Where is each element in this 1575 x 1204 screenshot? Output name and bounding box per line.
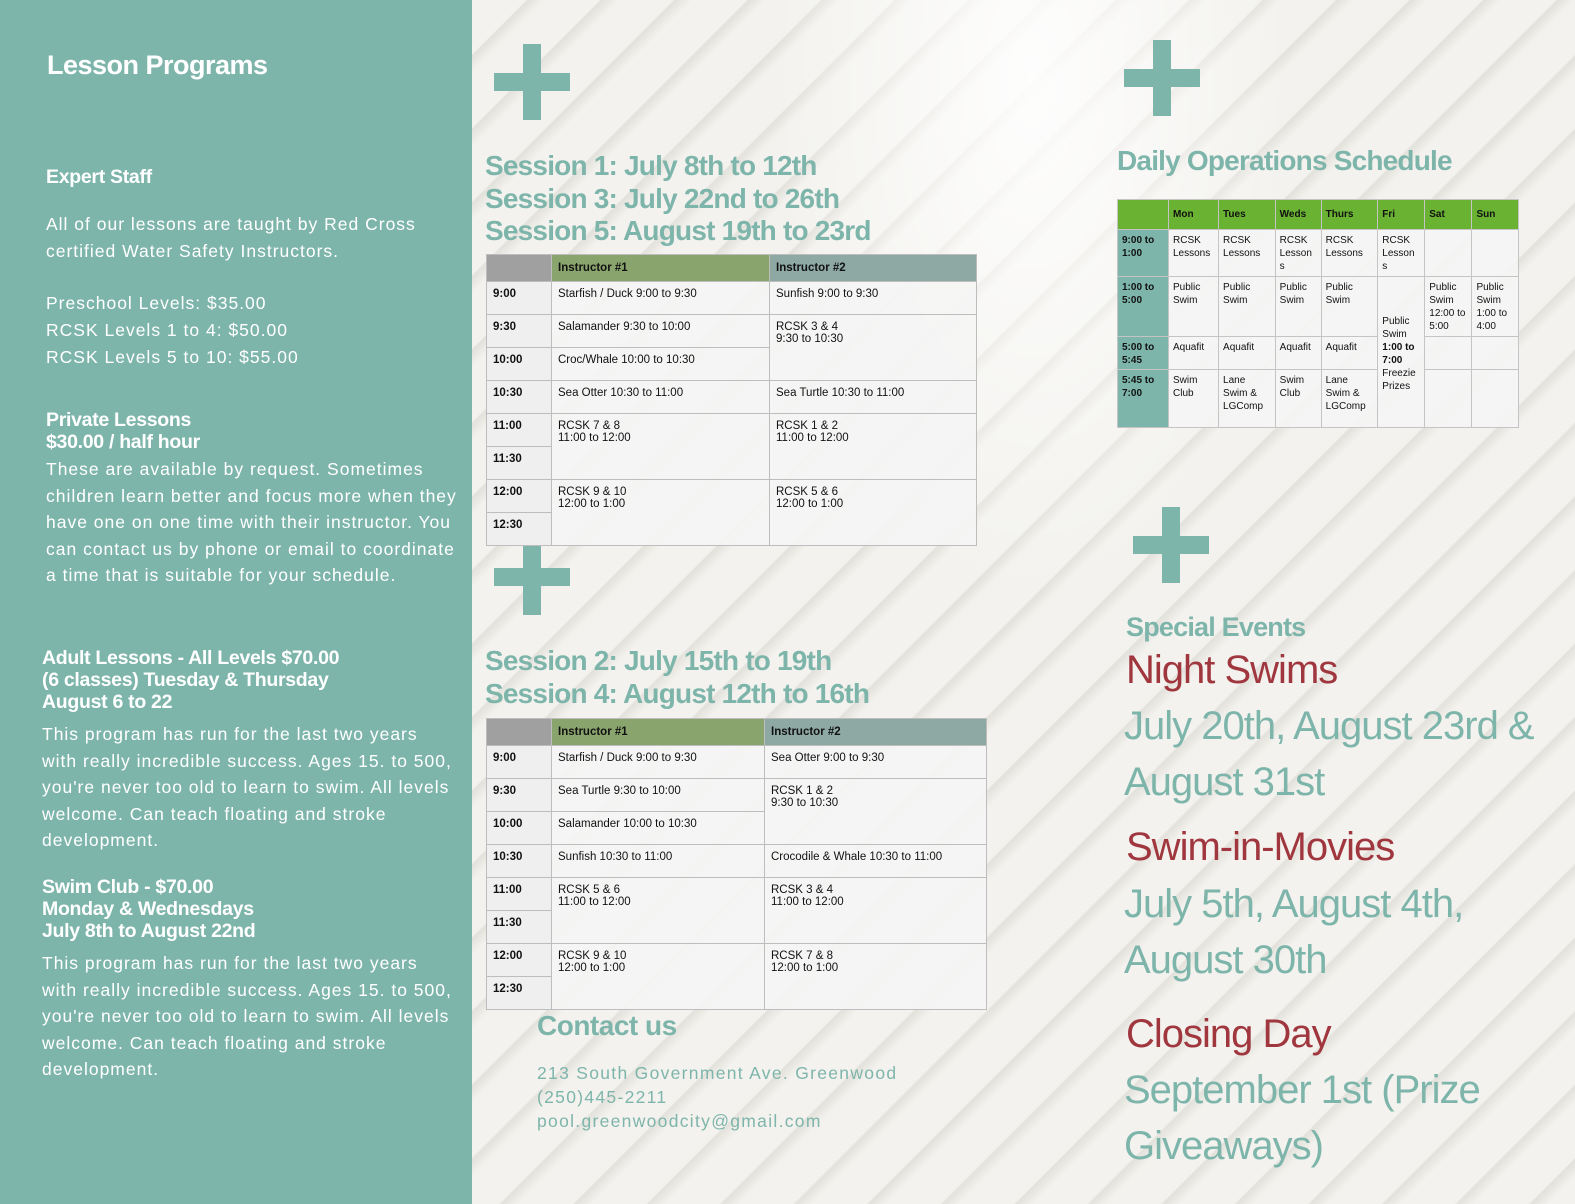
session-4-heading: Session 4: August 12th to 16th [485, 678, 870, 709]
schedule-cell: Lane Swim & LGComp [1321, 370, 1378, 428]
time-line: 1:00 to [1122, 282, 1155, 293]
contact-heading: Contact us [537, 1010, 677, 1041]
lesson-line: 12:00 to 1:00 [776, 498, 844, 510]
lesson-cell: Sunfish 9:00 to 9:30 [770, 282, 977, 315]
session-5-heading: Session 5: August 19th to 23rd [485, 215, 871, 246]
contact-address: 213 South Government Ave. Greenwood [537, 1063, 898, 1083]
price-rcsk-5-10: RCSK Levels 5 to 10: $55.00 [46, 347, 299, 367]
price-rcsk-1-4: RCSK Levels 1 to 4: $50.00 [46, 320, 288, 340]
time-cell: 10:30 [487, 381, 552, 414]
lesson-cell [765, 779, 987, 845]
daily-schedule-title: Daily Operations Schedule [1117, 145, 1452, 176]
schedule-cell: RCSK Lesson s [1378, 230, 1425, 277]
lesson-line: RCSK 7 & 8 [558, 420, 620, 432]
session-2-heading: Session 2: July 15th to 19th [485, 645, 832, 676]
schedule-cell [1472, 230, 1519, 277]
lesson-line: 12:00 to 1:00 [558, 962, 626, 974]
instructor-2-header: Instructor #2 [765, 719, 987, 746]
time-cell: 10:00 [487, 348, 552, 381]
adult-lessons-text: This program has run for the last two years with really incredible success. Ages 15. to 500, you're never too old to learn to swim. All levels welcome. Can teach floating and stroke development. [42, 724, 452, 850]
lesson-line: 11:00 to 12:00 [771, 896, 844, 908]
time-line: 1:00 [1122, 248, 1143, 259]
lesson-cell: Sea Turtle 9:30 to 10:00 [552, 779, 765, 812]
lesson-line: 12:00 to 1:00 [771, 962, 839, 974]
time-cell: 12:00 [487, 944, 552, 977]
table-corner [1118, 200, 1169, 230]
lesson-line: RCSK 1 & 2 [776, 420, 838, 432]
lesson-line: RCSK 3 & 4 [776, 321, 838, 333]
table-corner [487, 719, 552, 746]
time-cell: 11:30 [487, 911, 552, 944]
day-header: Fri [1378, 200, 1425, 230]
schedule-cell [1425, 230, 1472, 277]
time-cell: 12:30 [487, 513, 552, 546]
day-header: Sun [1472, 200, 1519, 230]
lesson-cell: Starfish / Duck 9:00 to 9:30 [552, 746, 765, 779]
lesson-cell: Sea Otter 9:00 to 9:30 [765, 746, 987, 779]
schedule-cell: Aquafit [1169, 337, 1219, 370]
instructor-2-header: Instructor #2 [770, 255, 977, 282]
lesson-line: 11:00 to 12:00 [776, 432, 849, 444]
instructor-1-header: Instructor #1 [552, 255, 770, 282]
lesson-line: RCSK 1 & 2 [771, 785, 833, 797]
time-cell [1118, 337, 1169, 370]
schedule-cell: Swim Club [1169, 370, 1219, 428]
session-1-heading: Session 1: July 8th to 12th [485, 150, 817, 181]
swim-club-text: This program has run for the last two years with really incredible success. Ages 15. to 500, you're never too old to learn to swim. All levels welcome. Can teach floating and stroke development. [42, 953, 452, 1079]
time-line: 5:00 [1122, 295, 1143, 306]
schedule-cell: RCSK Lessons [1321, 230, 1378, 277]
fri-line: Public Swim [1382, 316, 1410, 340]
time-cell: 9:30 [487, 315, 552, 348]
time-cell: 12:30 [487, 977, 552, 1010]
instructor-1-header: Instructor #1 [552, 719, 765, 746]
sidebar-title: Lesson Programs [47, 50, 268, 80]
contact-phone[interactable]: (250)445-2211 [537, 1087, 668, 1107]
event-swim-in-movies-title: Swim-in-Movies [1126, 825, 1395, 869]
event-night-swims-title: Night Swims [1126, 648, 1338, 692]
time-cell: 11:00 [487, 878, 552, 911]
lesson-cell: Sea Turtle 10:30 to 11:00 [770, 381, 977, 414]
lesson-line: 11:00 to 12:00 [558, 896, 631, 908]
schedule-cell: Public Swim [1321, 277, 1378, 337]
swim-club-days: Monday & Wednesdays [42, 898, 254, 920]
plus-icon [494, 44, 570, 120]
time-line: 7:00 [1122, 388, 1143, 399]
sessions-1-3-5-table [486, 254, 977, 546]
schedule-cell: Public Swim [1219, 277, 1276, 337]
daily-schedule-table [1117, 199, 1519, 428]
day-header: Thurs [1321, 200, 1378, 230]
lesson-line: 9:30 to 10:30 [776, 333, 844, 345]
time-cell: 11:30 [487, 447, 552, 480]
lesson-cell: Salamander 9:30 to 10:00 [552, 315, 770, 348]
schedule-cell [1425, 370, 1472, 428]
schedule-cell: Public Swim 1:00 to 4:00 [1472, 277, 1519, 337]
expert-staff-heading: Expert Staff [46, 166, 152, 188]
lesson-cell [770, 315, 977, 381]
lesson-cell [552, 878, 765, 944]
lesson-cell [765, 944, 987, 1010]
day-header: Weds [1275, 200, 1321, 230]
time-cell: 9:30 [487, 779, 552, 812]
schedule-cell [1425, 337, 1472, 370]
lesson-line: RCSK 9 & 10 [558, 950, 627, 962]
swim-club-dates: July 8th to August 22nd [42, 920, 256, 942]
schedule-cell: Aquafit [1275, 337, 1321, 370]
lesson-cell: Sea Otter 10:30 to 11:00 [552, 381, 770, 414]
lesson-line: RCSK 7 & 8 [771, 950, 833, 962]
adult-lessons-dates: August 6 to 22 [42, 691, 173, 713]
lesson-line: RCSK 3 & 4 [771, 884, 833, 896]
time-cell: 12:00 [487, 480, 552, 513]
lesson-cell [552, 414, 770, 480]
schedule-cell: Swim Club [1275, 370, 1321, 428]
lesson-line: 9:30 to 10:30 [771, 797, 839, 809]
lesson-cell [552, 480, 770, 546]
schedule-cell: Public Swim 12:00 to 5:00 [1425, 277, 1472, 337]
price-preschool: Preschool Levels: $35.00 [46, 293, 267, 313]
time-line: 5:45 [1122, 355, 1143, 366]
adult-lessons-heading: Adult Lessons - All Levels $70.00 [42, 647, 340, 669]
plus-icon [1124, 40, 1200, 116]
schedule-cell: RCSK Lessons [1169, 230, 1219, 277]
schedule-cell: Public Swim [1275, 277, 1321, 337]
schedule-cell [1472, 337, 1519, 370]
table-corner [487, 255, 552, 282]
day-header: Tues [1219, 200, 1276, 230]
schedule-cell: Public Swim [1169, 277, 1219, 337]
lesson-line: RCSK 5 & 6 [776, 486, 838, 498]
event-closing-day-title: Closing Day [1126, 1012, 1331, 1056]
contact-email[interactable]: pool.greenwoodcity@gmail.com [537, 1111, 822, 1131]
swim-club-heading: Swim Club - $70.00 [42, 876, 214, 898]
time-cell [1118, 230, 1169, 277]
time-line: 5:45 to [1122, 375, 1155, 386]
time-cell: 10:30 [487, 845, 552, 878]
schedule-cell: RCSK Lesson s [1275, 230, 1321, 277]
friday-evening-cell [1378, 277, 1425, 428]
lesson-programs-sidebar [0, 0, 472, 1204]
private-lessons-text: These are available by request. Sometimes children learn better and focus more when they have one on one time with their instructor. You can contact us by phone or email to coordinate a time that is suitable for your schedule. [46, 459, 457, 585]
time-cell: 10:00 [487, 812, 552, 845]
lesson-cell: Salamander 10:00 to 10:30 [552, 812, 765, 845]
lesson-cell: Croc/Whale 10:00 to 10:30 [552, 348, 770, 381]
schedule-cell: RCSK Lessons [1219, 230, 1276, 277]
fri-line: Freezie Prizes [1382, 368, 1416, 392]
lesson-cell [765, 878, 987, 944]
time-cell: 9:00 [487, 282, 552, 315]
lesson-cell: Crocodile & Whale 10:30 to 11:00 [765, 845, 987, 878]
time-cell [1118, 277, 1169, 337]
time-line: 5:00 to [1122, 342, 1155, 353]
plus-icon [494, 539, 570, 615]
sessions-2-4-table [486, 718, 987, 1010]
event-night-swims-dates: July 20th, August 23rd & August 31st [1124, 704, 1534, 804]
schedule-cell [1472, 370, 1519, 428]
schedule-cell: Lane Swim & LGComp [1219, 370, 1276, 428]
time-cell: 11:00 [487, 414, 552, 447]
adult-lessons-days: (6 classes) Tuesday & Thursday [42, 669, 329, 691]
expert-staff-text: All of our lessons are taught by Red Cross certified Water Safety Instructors. [46, 214, 416, 261]
event-closing-day-dates: September 1st (Prize Giveaways) [1124, 1068, 1480, 1168]
session-3-heading: Session 3: July 22nd to 26th [485, 183, 840, 214]
private-lessons-price: $30.00 / half hour [46, 431, 200, 453]
lesson-cell: Sunfish 10:30 to 11:00 [552, 845, 765, 878]
schedule-cell: Aquafit [1321, 337, 1378, 370]
lesson-cell: Starfish / Duck 9:00 to 9:30 [552, 282, 770, 315]
time-line: 9:00 to [1122, 235, 1155, 246]
day-header: Sat [1425, 200, 1472, 230]
special-events-heading: Special Events [1126, 612, 1306, 642]
day-header: Mon [1169, 200, 1219, 230]
private-lessons-heading: Private Lessons [46, 409, 192, 431]
lesson-line: RCSK 9 & 10 [558, 486, 627, 498]
fri-line: 1:00 to 7:00 [1382, 342, 1415, 366]
lesson-line: 12:00 to 1:00 [558, 498, 626, 510]
lesson-line: 11:00 to 12:00 [558, 432, 631, 444]
lesson-cell [770, 480, 977, 546]
lesson-cell [552, 944, 765, 1010]
lesson-cell [770, 414, 977, 480]
plus-icon [1133, 507, 1209, 583]
time-cell: 9:00 [487, 746, 552, 779]
time-cell [1118, 370, 1169, 428]
lesson-line: RCSK 5 & 6 [558, 884, 620, 896]
schedule-cell: Aquafit [1219, 337, 1276, 370]
event-swim-in-movies-dates: July 5th, August 4th, August 30th [1124, 882, 1464, 982]
